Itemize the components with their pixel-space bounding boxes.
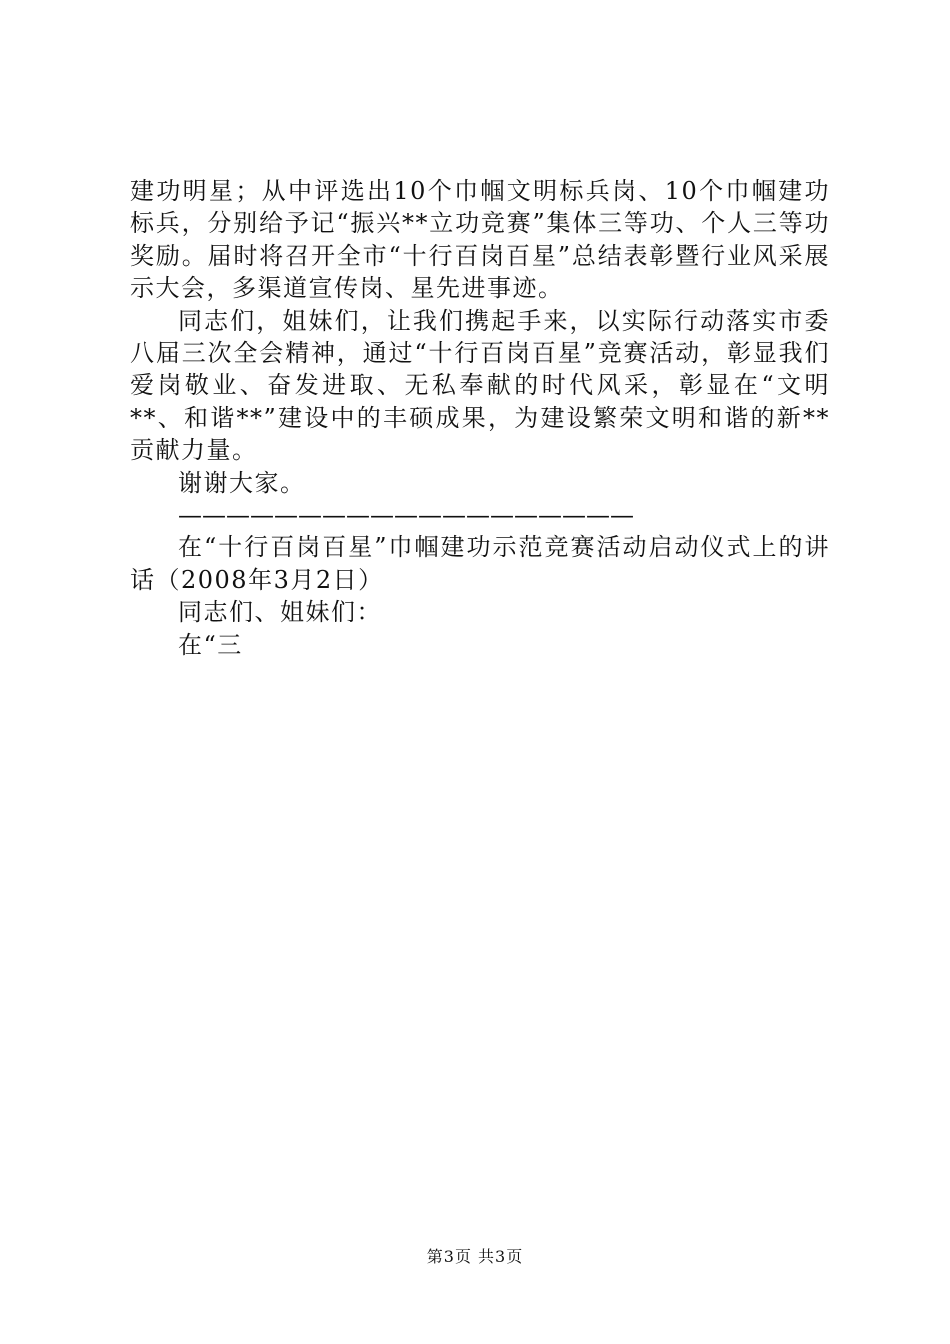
salutation: 同志们、姐妹们：: [178, 598, 382, 627]
paragraph-award-details: 建功明星；从中评选出10个巾帼文明标兵岗、10个巾帼建功标兵，分别给予记“振兴**立功竞赛”集体三等功、个人三等功奖励。届时将召开全市“十行百岗百星”总结表彰暨行业风采展示大会，多渠道宣传岗、星先进事迹。: [130, 177, 830, 303]
page-number-footer: 第3页 共3页: [426, 1247, 524, 1266]
paragraph-call-to-action: 同志们，姐妹们，让我们携起手来，以实际行动落实市委八届三次全会精神，通过“十行百岗百星”竞赛活动，彰显我们爱岗敬业、奋发进取、无私奉献的时代风采，彰显在“文明**、和谐**”建设中的丰硕成果，为建设繁荣文明和谐的新**贡献力量。: [130, 306, 830, 465]
trailing-text: 在“三: [178, 630, 243, 659]
paragraph-thanks: 谢谢大家。: [178, 468, 306, 497]
document-body: [130, 175, 830, 661]
section-separator: ———————————————————: [178, 501, 634, 530]
second-speech-title: 在“十行百岗百星”巾帼建功示范竞赛活动启动仪式上的讲话（2008年3月2日）: [130, 533, 830, 594]
